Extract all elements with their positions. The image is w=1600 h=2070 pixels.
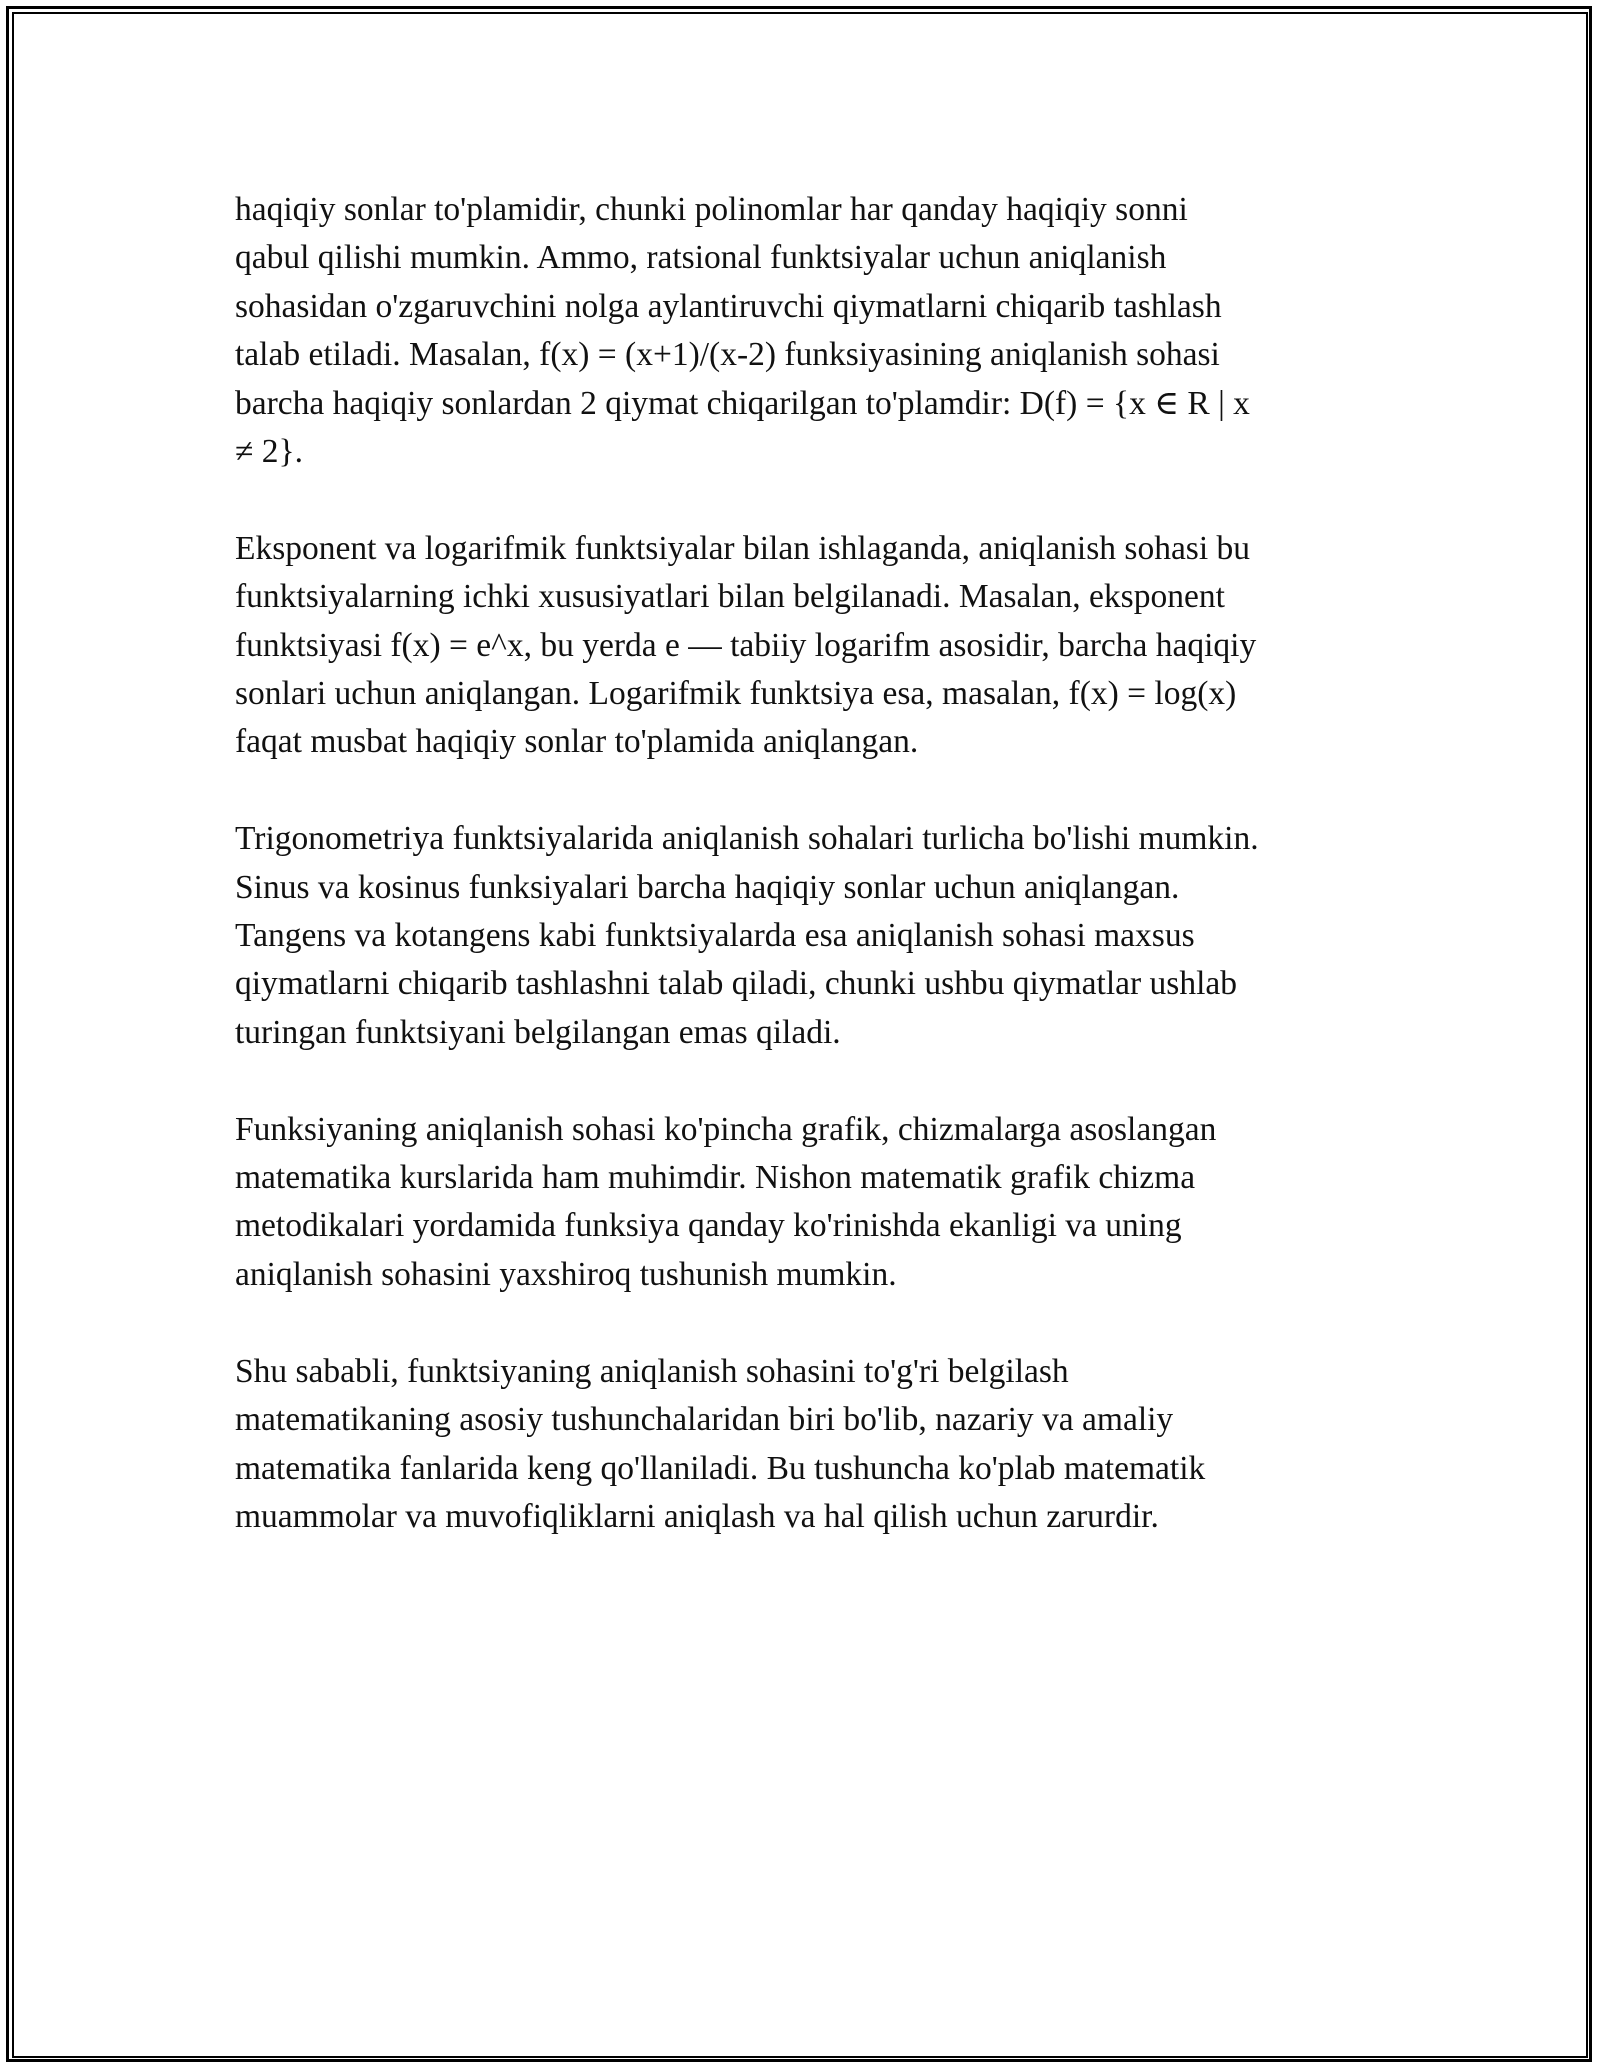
paragraph-3 — [235, 815, 1370, 1057]
text-line: muammolar va muvofiqliklarni aniqlash va hal qilish uchun zarurdir. — [235, 1497, 1159, 1535]
text-line: turingan funktsiyani belgilangan emas qiladi. — [235, 1013, 841, 1051]
document-body — [235, 186, 1370, 1590]
text-line: Tangens va kotangens kabi funktsiyalarda esa aniqlanish sohasi maxsus — [235, 917, 1195, 955]
text-line: funktsiyalarning ichki xususiyatlari bilan belgilanadi. Masalan, eksponent — [235, 578, 1225, 616]
paragraph-1 — [235, 186, 1370, 476]
text-line: Trigonometriya funktsiyalarida aniqlanish sohalari turlicha bo'lishi mumkin. — [235, 820, 1259, 858]
text-line: metodikalari yordamida funksiya qanday ko'rinishda ekanligi va uning — [235, 1207, 1182, 1245]
text-line: aniqlanish sohasini yaxshiroq tushunish mumkin. — [235, 1255, 897, 1293]
text-line: Eksponent va logarifmik funktsiyalar bilan ishlaganda, aniqlanish sohasi bu — [235, 529, 1251, 567]
text-line: Funksiyaning aniqlanish sohasi ko'pincha grafik, chizmalarga asoslangan — [235, 1110, 1217, 1148]
text-line: sonlari uchun aniqlangan. Logarifmik funktsiya esa, masalan, f(x) = log(x) — [235, 675, 1237, 713]
text-line: ≠ 2}. — [235, 433, 303, 471]
paragraph-2 — [235, 525, 1370, 767]
paragraph-4 — [235, 1106, 1370, 1300]
text-line: qiymatlarni chiqarib tashlashni talab qiladi, chunki ushbu qiymatlar ushlab — [235, 965, 1237, 1003]
text-line: funktsiyasi f(x) = e^x, bu yerda e — tabiiy logarifm asosidir, barcha haqiqiy — [235, 626, 1257, 664]
text-line: sohasidan o'zgaruvchini nolga aylantiruvchi qiymatlarni chiqarib tashlash — [235, 287, 1222, 325]
text-line: Shu sababli, funktsiyaning aniqlanish sohasini to'g'ri belgilash — [235, 1352, 1069, 1390]
text-line: matematika kurslarida ham muhimdir. Nishon matematik grafik chizma — [235, 1159, 1196, 1197]
text-line: talab etiladi. Masalan, f(x) = (x+1)/(x-2) funksiyasining aniqlanish sohasi — [235, 336, 1220, 374]
text-line: haqiqiy sonlar to'plamidir, chunki polinomlar har qanday haqiqiy sonni — [235, 191, 1188, 228]
text-line: Sinus va kosinus funksiyalari barcha haqiqiy sonlar uchun aniqlangan. — [235, 868, 1180, 906]
text-line: faqat musbat haqiqiy sonlar to'plamida aniqlangan. — [235, 723, 919, 761]
text-line: qabul qilishi mumkin. Ammo, ratsional funktsiyalar uchun aniqlanish — [235, 239, 1167, 277]
text-line: matematika fanlarida keng qo'llaniladi. Bu tushuncha ko'plab matematik — [235, 1449, 1206, 1487]
text-line: matematikaning asosiy tushunchalaridan biri bo'lib, nazariy va amaliy — [235, 1401, 1174, 1439]
text-line: barcha haqiqiy sonlardan 2 qiymat chiqarilgan to'plamdir: D(f) = {x ∈ R | x — [235, 384, 1250, 422]
paragraph-5 — [235, 1348, 1370, 1542]
